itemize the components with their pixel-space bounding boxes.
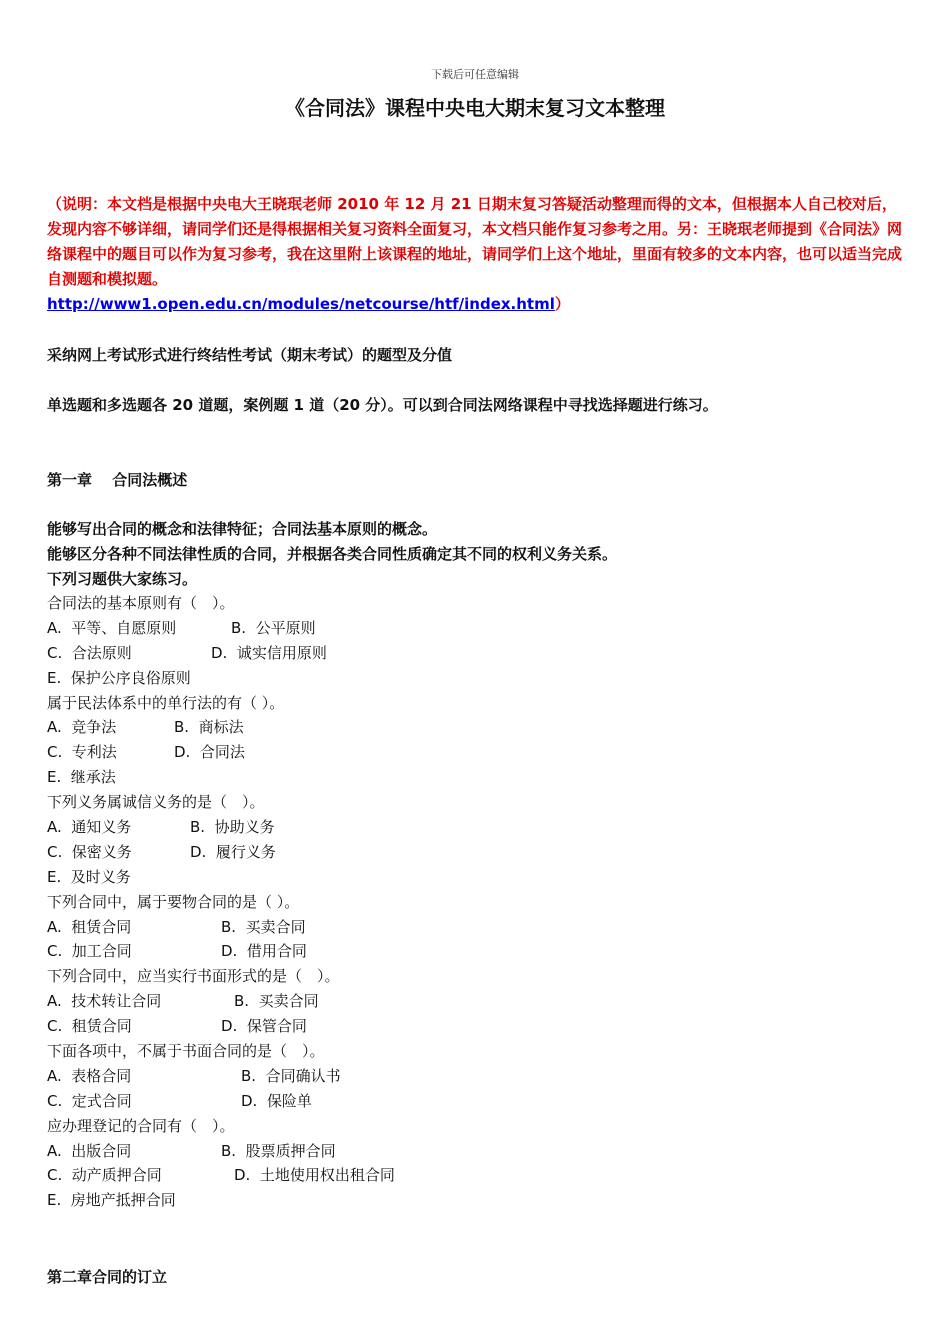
chapter1-req2: 能够区分各种不同法律性质的合同，并根据各类合同性质确定其不同的权利义务关系。 bbox=[47, 545, 618, 563]
chapter1-req1: 能够写出合同的概念和法律特征；合同法基本原则的概念。 bbox=[47, 520, 438, 538]
option: E. 房地产抵押合同 bbox=[47, 1191, 176, 1210]
option: A. 租赁合同 bbox=[47, 917, 132, 936]
option: C. 合法原则 bbox=[47, 643, 132, 662]
option: B. 合同确认书 bbox=[241, 1066, 341, 1085]
question: 下列义务属诚信义务的是（ ）。 bbox=[47, 793, 265, 812]
option: C. 动产质押合同 bbox=[47, 1166, 162, 1185]
option-row bbox=[47, 740, 395, 765]
option: B. 买卖合同 bbox=[221, 917, 306, 936]
question: 下列合同中，应当实行书面形式的是（ ）。 bbox=[47, 967, 340, 986]
chapter1-practice: 下列习题供大家练习。 bbox=[47, 570, 198, 588]
option: A. 出版合同 bbox=[47, 1141, 132, 1160]
header-note: 下载后可任意编辑 bbox=[431, 68, 519, 81]
note-text: （说明：本文档是根据中央电大王晓珉老师 2010 年 12 月 21 日期末复习答疑活动整理而得的文本，但根据本人自己校对后，发现内容不够详细，请同学们还是得根据相关复习资料全面复习，本文档只能作复习参考之用。另：王晓珉老师提到《合同法》网络课程中的题目可以作为复习参考，我在这里附上该课程的地址，请同学们上这个地址，里面有较多的文本内容，也可以适当完成自测题和模拟题。 bbox=[47, 195, 903, 288]
option: E. 及时义务 bbox=[47, 867, 131, 886]
option: D. 诚实信用原则 bbox=[211, 643, 327, 662]
option: C. 专利法 bbox=[47, 743, 117, 762]
option-row bbox=[47, 765, 395, 790]
option-row bbox=[47, 815, 395, 840]
option-row bbox=[47, 616, 395, 641]
option-row bbox=[47, 915, 395, 940]
option: D. 土地使用权出租合同 bbox=[234, 1166, 395, 1185]
option-row bbox=[47, 1188, 395, 1213]
question: 下面各项中，不属于书面合同的是（ ）。 bbox=[47, 1042, 325, 1061]
option-row bbox=[47, 1163, 395, 1188]
option-row bbox=[47, 666, 395, 691]
option: D. 借用合同 bbox=[221, 942, 307, 961]
option: D. 保险单 bbox=[241, 1091, 312, 1110]
course-link[interactable]: http://www1.open.edu.cn/modules/netcourse/htf/index.html bbox=[47, 295, 555, 313]
document-title: 《合同法》课程中央电大期末复习文本整理 bbox=[285, 96, 665, 120]
option: B. 公平原则 bbox=[231, 618, 316, 637]
option: C. 保密义务 bbox=[47, 842, 132, 861]
option: D. 合同法 bbox=[174, 743, 245, 762]
option-row bbox=[47, 1064, 395, 1089]
note-close: ） bbox=[554, 295, 570, 313]
option: C. 定式合同 bbox=[47, 1091, 132, 1110]
option: A. 表格合同 bbox=[47, 1066, 132, 1085]
option-row bbox=[47, 641, 395, 666]
option: C. 租赁合同 bbox=[47, 1017, 132, 1036]
question: 属于民法体系中的单行法的有（ ）。 bbox=[47, 693, 285, 712]
option-row bbox=[47, 989, 395, 1014]
option: E. 保护公序良俗原则 bbox=[47, 668, 191, 687]
exam-detail: 单选题和多选题各 20 道题，案例题 1 道（20 分）。可以到合同法网络课程中寻找选择题进行练习。 bbox=[47, 396, 718, 414]
chapter2-title: 第二章合同的订立 bbox=[47, 1268, 168, 1286]
option-row bbox=[47, 1089, 395, 1114]
option: E. 继承法 bbox=[47, 768, 116, 787]
option: A. 平等、自愿原则 bbox=[47, 618, 177, 637]
question-list bbox=[47, 591, 395, 1213]
option: D. 保管合同 bbox=[221, 1017, 307, 1036]
option: B. 买卖合同 bbox=[234, 992, 319, 1011]
question: 应办理登记的合同有（ ）。 bbox=[47, 1116, 235, 1135]
question: 合同法的基本原则有（ ）。 bbox=[47, 594, 235, 612]
option-row bbox=[47, 865, 395, 890]
option-row bbox=[47, 939, 395, 964]
option: C. 加工合同 bbox=[47, 942, 132, 961]
option-row bbox=[47, 1014, 395, 1039]
option: A. 竞争法 bbox=[47, 718, 117, 737]
option: A. 通知义务 bbox=[47, 818, 132, 837]
option-row bbox=[47, 715, 395, 740]
exam-format-heading: 采纳网上考试形式进行终结性考试（期末考试）的题型及分值 bbox=[47, 346, 453, 364]
option: B. 股票质押合同 bbox=[221, 1141, 336, 1160]
option: B. 商标法 bbox=[174, 718, 244, 737]
option: D. 履行义务 bbox=[190, 842, 276, 861]
question: 下列合同中，属于要物合同的是（ ）。 bbox=[47, 892, 300, 911]
chapter1-title: 第一章 合同法概述 bbox=[47, 471, 188, 489]
explanatory-note bbox=[47, 192, 909, 317]
option: A. 技术转让合同 bbox=[47, 992, 162, 1011]
option-row bbox=[47, 840, 395, 865]
option-row bbox=[47, 1139, 395, 1164]
option: B. 协助义务 bbox=[190, 818, 275, 837]
